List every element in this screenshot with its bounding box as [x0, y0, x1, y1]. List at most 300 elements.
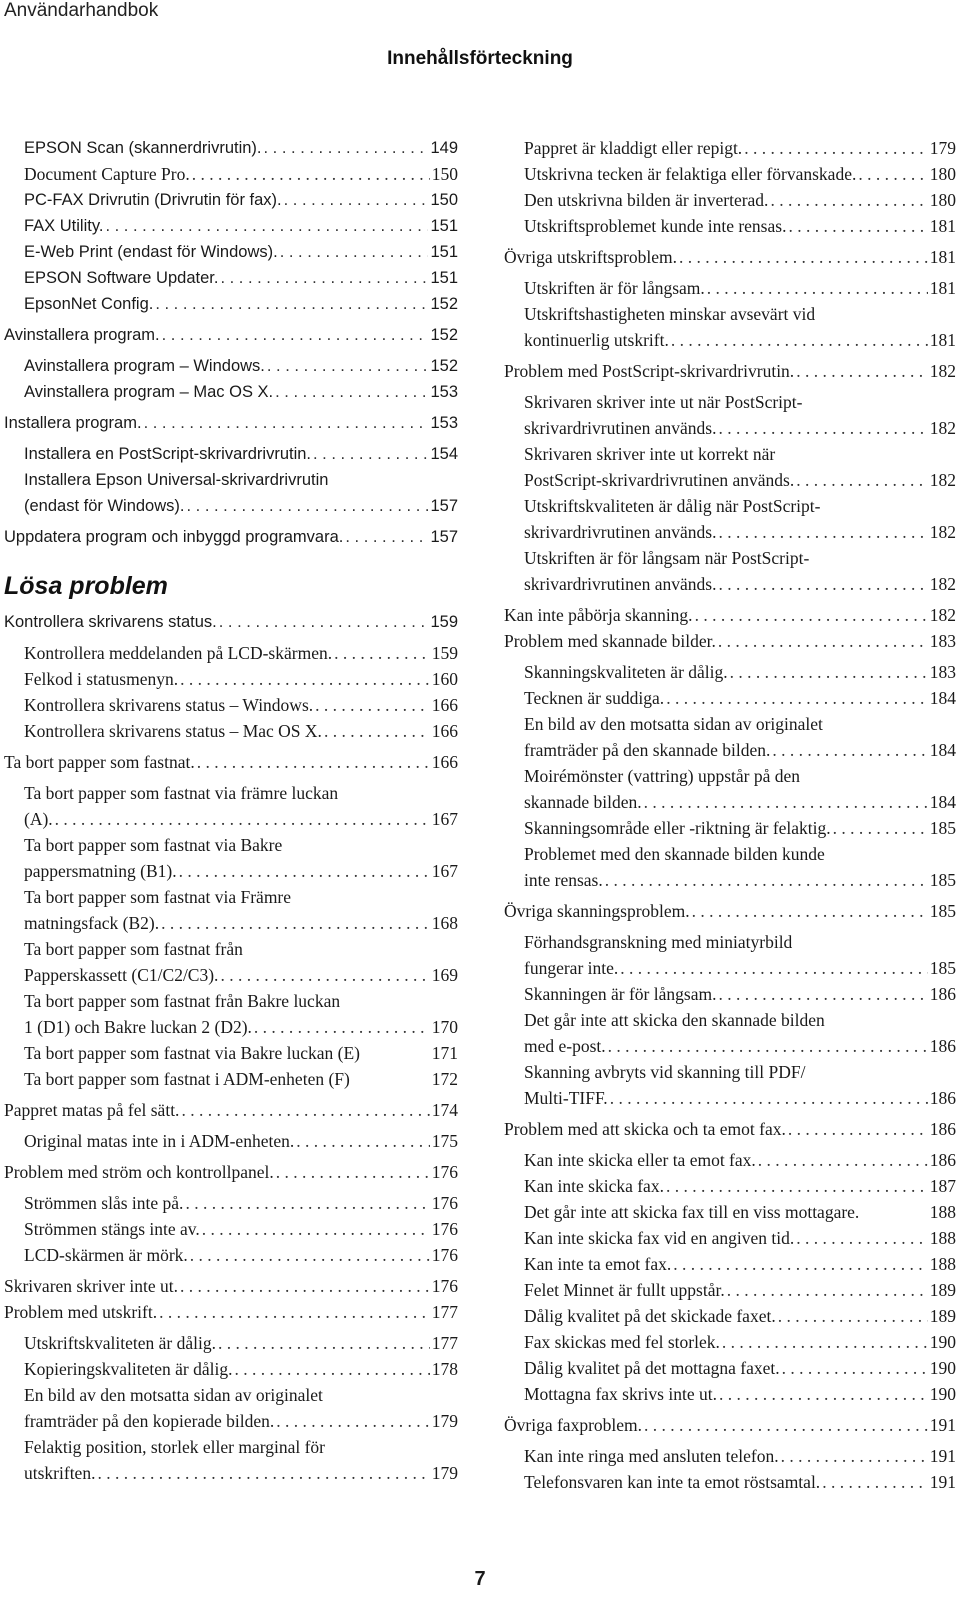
dot-leader — [159, 1299, 430, 1325]
toc-page-number: 153 — [430, 414, 458, 432]
toc-entry-sub[interactable] — [504, 1199, 956, 1225]
toc-entry-text: Fax skickas med fel storlek. — [524, 1332, 720, 1352]
toc-page-number: 190 — [929, 1332, 956, 1352]
toc-entry-sub[interactable] — [4, 1066, 458, 1092]
toc-page-number: 178 — [431, 1359, 458, 1379]
toc-entry-text: PC-FAX Drivrutin (Drivrutin för fax). — [24, 191, 282, 209]
toc-page-number: 185 — [929, 870, 956, 890]
toc-page-number: 182 — [929, 605, 956, 625]
toc-entry-text: Ta bort papper som fastnat via främre luckan — [24, 783, 339, 803]
toc-heading: Innehållsförteckning — [387, 48, 573, 69]
toc-entry-sub[interactable] — [504, 763, 956, 789]
dot-leader — [778, 1303, 928, 1329]
toc-page-number: 176 — [431, 1219, 458, 1239]
toc-page-number: 151 — [430, 217, 458, 235]
toc-page-number: 171 — [431, 1043, 458, 1063]
toc-entry-text: framträder på den skannade bilden. — [524, 740, 771, 760]
toc-entry-sub[interactable] — [4, 884, 458, 910]
dot-leader — [284, 187, 429, 213]
toc-page-number: 166 — [431, 752, 458, 772]
toc-entry-text: Pappret matas på fel sätt. — [4, 1100, 180, 1120]
toc-entry-text: utskriften. — [24, 1463, 96, 1483]
toc-entry-main[interactable] — [4, 1097, 458, 1123]
toc-entry-text: En bild av den motsatta sidan av originalet — [24, 1385, 323, 1405]
dot-leader — [833, 815, 928, 841]
toc-entry-sub[interactable] — [504, 327, 956, 353]
toc-entry-main[interactable] — [4, 749, 458, 775]
dot-leader — [220, 962, 429, 988]
toc-entry-text: FAX Utility. — [24, 217, 104, 235]
dot-leader — [155, 291, 428, 317]
toc-page-number: 152 — [430, 326, 458, 344]
toc-entry-sub[interactable] — [4, 353, 458, 379]
toc-entry-sub[interactable] — [504, 213, 956, 239]
toc-entry-text: Kan inte skicka fax vid en angiven tid. — [524, 1228, 795, 1248]
dot-leader — [644, 1412, 928, 1438]
toc-page-number: 169 — [431, 965, 458, 985]
dot-leader — [220, 265, 428, 291]
toc-entry-text: LCD-skärmen är mörk. — [24, 1245, 188, 1265]
toc-entry-sub[interactable] — [4, 718, 458, 744]
dot-leader — [218, 1330, 430, 1356]
toc-page-number: 167 — [431, 861, 458, 881]
toc-page-number: 177 — [431, 1333, 458, 1353]
section-heading: Lösa problem — [4, 572, 168, 600]
toc-entry-text: Kontrollera skrivarens status – Windows. — [24, 695, 314, 715]
toc-entry-text: Skrivaren skriver inte ut när PostScript- — [524, 392, 803, 412]
toc-entry-sub[interactable] — [504, 1469, 956, 1495]
toc-entry-sub[interactable] — [4, 936, 458, 962]
toc-entry-main[interactable] — [4, 410, 458, 436]
toc-page-number: 150 — [431, 164, 458, 184]
toc-page-number: 176 — [431, 1193, 458, 1213]
toc-entry-text: Kan inte ringa med ansluten telefon. — [524, 1446, 779, 1466]
dot-leader — [758, 1147, 928, 1173]
toc-entry-sub[interactable] — [4, 910, 458, 936]
toc-entry-sub[interactable] — [504, 1251, 956, 1277]
toc-entry-text: Kopieringskvaliteten är dålig. — [24, 1359, 233, 1379]
dot-leader — [673, 1251, 928, 1277]
toc-entry-sub[interactable] — [4, 161, 458, 187]
toc-entry-text: Multi-TIFF. — [524, 1088, 608, 1108]
toc-entry-sub[interactable] — [504, 867, 956, 893]
toc-page-number: 184 — [929, 688, 956, 708]
toc-page-number: 151 — [430, 269, 458, 287]
toc-entry-sub[interactable] — [4, 265, 458, 291]
toc-entry-sub[interactable] — [504, 659, 956, 685]
toc-entry-sub[interactable] — [504, 685, 956, 711]
toc-entry-text: skannade bilden. — [524, 792, 642, 812]
toc-entry-sub[interactable] — [504, 493, 956, 519]
dot-leader — [744, 135, 928, 161]
toc-entry-text: Papperskassett (C1/C2/C3). — [24, 965, 219, 985]
toc-entry-sub[interactable] — [4, 1242, 458, 1268]
toc-entry-sub[interactable] — [4, 1408, 458, 1434]
toc-entry-sub[interactable] — [4, 1330, 458, 1356]
toc-entry-sub[interactable] — [4, 692, 458, 718]
toc-entry-text: EpsonNet Config. — [24, 295, 154, 313]
dot-leader — [276, 1408, 430, 1434]
toc-entry-sub[interactable] — [4, 1434, 458, 1460]
toc-entry-text: Felkod i statusmenyn. — [24, 669, 179, 689]
toc-entry-sub[interactable] — [504, 1303, 956, 1329]
toc-page-number: 186 — [929, 1150, 956, 1170]
toc-entry-main[interactable] — [4, 1159, 458, 1185]
toc-entry-text: Övriga skanningsproblem. — [504, 901, 690, 921]
toc-entry-sub[interactable] — [504, 1173, 956, 1199]
toc-page-number: 183 — [929, 631, 956, 651]
dot-leader — [666, 685, 928, 711]
toc-entry-text: Document Capture Pro. — [24, 164, 190, 184]
dot-leader — [161, 910, 430, 936]
toc-page-number: 182 — [929, 418, 956, 438]
toc-entry-sub[interactable] — [4, 1216, 458, 1242]
dot-leader — [192, 161, 430, 187]
toc-page-number: 190 — [929, 1358, 956, 1378]
toc-page-number: 157 — [430, 497, 458, 515]
toc-entry-text: skrivardrivrutinen används. — [524, 418, 717, 438]
toc-entry-text: med e-post. — [524, 1036, 606, 1056]
toc-page-number: 191 — [929, 1472, 956, 1492]
dot-leader — [181, 1097, 429, 1123]
dot-leader — [858, 161, 927, 187]
dot-leader — [313, 441, 428, 467]
toc-page-number: 159 — [430, 613, 458, 631]
dot-leader — [264, 135, 429, 161]
dot-leader — [822, 1469, 928, 1495]
toc-entry-text: Problem med skannade bilder. — [504, 631, 716, 651]
toc-entry-main[interactable] — [504, 602, 956, 628]
toc-entry-sub[interactable] — [504, 1355, 956, 1381]
toc-entry-sub[interactable] — [504, 389, 956, 415]
toc-entry-sub[interactable] — [4, 379, 458, 405]
toc-page-number: 168 — [431, 913, 458, 933]
toc-entry-sub[interactable] — [4, 780, 458, 806]
toc-entry-sub[interactable] — [504, 161, 956, 187]
toc-entry-main[interactable] — [4, 609, 458, 635]
toc-entry-sub[interactable] — [504, 1059, 956, 1085]
toc-entry-sub[interactable] — [504, 1329, 956, 1355]
dot-leader — [345, 524, 428, 550]
toc-page-number: 179 — [431, 1411, 458, 1431]
toc-entry-text: Ta bort papper som fastnat från — [24, 939, 243, 959]
dot-leader — [324, 718, 430, 744]
toc-page-number: 188 — [929, 1254, 956, 1274]
toc-entry-main[interactable] — [504, 898, 956, 924]
toc-entry-main[interactable] — [504, 358, 956, 384]
toc-page-number: 180 — [929, 190, 956, 210]
toc-page-number: 187 — [929, 1176, 956, 1196]
toc-entry-sub[interactable] — [504, 815, 956, 841]
toc-page-number: 191 — [929, 1415, 956, 1435]
toc-entry-sub[interactable] — [504, 415, 956, 441]
toc-page-number: 186 — [929, 1036, 956, 1056]
dot-leader — [722, 1329, 928, 1355]
toc-entry-sub[interactable] — [504, 981, 956, 1007]
toc-entry-sub[interactable] — [4, 441, 458, 467]
toc-entry-text: Original matas inte in i ADM-enheten. — [24, 1131, 295, 1151]
toc-entry-sub[interactable] — [4, 1040, 458, 1066]
dot-leader — [275, 379, 428, 405]
toc-entry-sub[interactable] — [4, 666, 458, 692]
toc-entry-text: Avinstallera program – Mac OS X. — [24, 383, 274, 401]
toc-entry-text: Utskriftsproblemet kunde inte rensas. — [524, 216, 787, 236]
toc-entry-text: Övriga utskriftsproblem. — [504, 247, 678, 267]
toc-entry-text: framträder på den kopierade bilden. — [24, 1411, 275, 1431]
toc-left-column — [4, 135, 458, 1486]
toc-entry-sub[interactable] — [504, 467, 956, 493]
toc-entry-text: Avinstallera program. — [4, 326, 160, 344]
toc-page-number: 174 — [431, 1100, 458, 1120]
toc-page-number: 189 — [929, 1306, 956, 1326]
toc-entry-sub[interactable] — [4, 1356, 458, 1382]
toc-entry-text: Installera en PostScript-skrivardrivrutin. — [24, 445, 312, 463]
toc-entry-text: Felaktig position, storlek eller marginal för — [24, 1437, 326, 1457]
toc-entry-sub[interactable] — [504, 187, 956, 213]
toc-page-number: 177 — [431, 1302, 458, 1322]
dot-leader — [679, 244, 928, 270]
dot-leader — [718, 519, 927, 545]
toc-entry-sub[interactable] — [504, 711, 956, 737]
toc-entry-sub[interactable] — [504, 441, 956, 467]
toc-page-number: 157 — [430, 528, 458, 546]
toc-page-number: 185 — [929, 901, 956, 921]
toc-entry-sub[interactable] — [4, 806, 458, 832]
dot-leader — [610, 1085, 928, 1111]
toc-page-number: 150 — [430, 191, 458, 209]
toc-page-number: 172 — [431, 1069, 458, 1089]
toc-entry-main[interactable] — [504, 1412, 956, 1438]
dot-leader — [190, 1242, 430, 1268]
toc-page-number: 185 — [929, 958, 956, 978]
dot-leader — [620, 955, 927, 981]
toc-entry-sub[interactable] — [504, 737, 956, 763]
toc-entry-sub[interactable] — [504, 1277, 956, 1303]
toc-page-number: 183 — [929, 662, 956, 682]
toc-entry-sub[interactable] — [4, 640, 458, 666]
toc-entry-text: Ta bort papper som fastnat i ADM-enheten (F) — [24, 1069, 350, 1089]
toc-entry-main[interactable] — [504, 628, 956, 654]
toc-entry-text: Problem med PostScript-skrivardrivrutin. — [504, 361, 795, 381]
toc-page-number: 149 — [430, 139, 458, 157]
dot-leader — [782, 1355, 928, 1381]
toc-entry-sub[interactable] — [504, 1147, 956, 1173]
toc-page-number: 152 — [430, 357, 458, 375]
toc-entry-text: 1 (D1) och Bakre luckan 2 (D2). — [24, 1017, 252, 1037]
toc-page-number: 160 — [431, 669, 458, 689]
toc-entry-text: Den utskrivna bilden är inverterad. — [524, 190, 769, 210]
toc-entry-sub[interactable] — [504, 841, 956, 867]
toc-page-number: 190 — [929, 1384, 956, 1404]
toc-page-number: 176 — [431, 1162, 458, 1182]
toc-entry-text: Installera Epson Universal-skrivardrivrutin — [24, 471, 329, 489]
toc-entry-text: Telefonsvaren kan inte ta emot röstsamtal. — [524, 1472, 821, 1492]
dot-leader — [730, 659, 928, 685]
dot-leader — [334, 640, 430, 666]
toc-entry-text: pappersmatning (B1). — [24, 861, 177, 881]
toc-entry-sub[interactable] — [504, 135, 956, 161]
toc-entry-text: Skanningen är för långsam. — [524, 984, 717, 1004]
toc-entry-text: Strömmen slås inte på. — [24, 1193, 184, 1213]
toc-page-number: 166 — [431, 695, 458, 715]
toc-entry-sub[interactable] — [504, 1225, 956, 1251]
toc-entry-sub[interactable] — [4, 135, 458, 161]
toc-entry-text: inte rensas. — [524, 870, 603, 890]
dot-leader — [605, 867, 928, 893]
dot-leader — [197, 749, 430, 775]
toc-page-number: 181 — [929, 330, 956, 350]
toc-entry-sub[interactable] — [4, 962, 458, 988]
toc-entry-text: (A). — [24, 809, 53, 829]
toc-entry-sub[interactable] — [4, 1460, 458, 1486]
toc-entry-text: Kan inte skicka fax. — [524, 1176, 664, 1196]
toc-entry-text: Skanning avbryts vid skanning till PDF/ — [524, 1062, 806, 1082]
toc-entry-sub[interactable] — [4, 1382, 458, 1408]
toc-entry-text: Kan inte påbörja skanning. — [504, 605, 693, 625]
dot-leader — [796, 467, 928, 493]
toc-entry-text: Problem med att skicka och ta emot fax. — [504, 1119, 786, 1139]
toc-page-number: 152 — [430, 295, 458, 313]
toc-page-number: 179 — [929, 138, 956, 158]
toc-entry-sub[interactable] — [4, 187, 458, 213]
toc-entry-text: EPSON Software Updater. — [24, 269, 219, 287]
dot-leader — [162, 322, 429, 348]
toc-entry-text: Det går inte att skicka den skannade bilden — [524, 1010, 825, 1030]
toc-entry-sub[interactable] — [4, 1190, 458, 1216]
toc-entry-text: Problem med ström och kontrollpanel. — [4, 1162, 274, 1182]
toc-entry-text: Problem med utskrift. — [4, 1302, 158, 1322]
toc-entry-sub[interactable] — [504, 1007, 956, 1033]
dot-leader — [296, 1128, 430, 1154]
toc-list-left-bottom — [4, 609, 458, 1486]
toc-entry-sub[interactable] — [4, 1128, 458, 1154]
toc-page-number: 184 — [929, 792, 956, 812]
toc-entry-sub[interactable] — [4, 291, 458, 317]
dot-leader — [692, 898, 928, 924]
toc-page-number: 188 — [929, 1202, 956, 1222]
dot-leader — [666, 1173, 928, 1199]
toc-entry-text: fungerar inte. — [524, 958, 619, 978]
toc-entry-main[interactable] — [4, 322, 458, 348]
toc-entry-main[interactable] — [4, 1299, 458, 1325]
toc-page-number: 182 — [929, 361, 956, 381]
dot-leader — [727, 1277, 928, 1303]
toc-entry-sub[interactable] — [504, 519, 956, 545]
toc-entry-text: Kan inte skicka eller ta emot fax. — [524, 1150, 756, 1170]
toc-page-number: 186 — [929, 1119, 956, 1139]
toc-entry-text: Installera program. — [4, 414, 142, 432]
toc-entry-sub[interactable] — [4, 493, 458, 519]
toc-entry-text: En bild av den motsatta sidan av originalet — [524, 714, 823, 734]
dot-leader — [55, 806, 430, 832]
toc-entry-sub[interactable] — [504, 929, 956, 955]
toc-page-number: 151 — [430, 243, 458, 261]
toc-page-number: 182 — [929, 522, 956, 542]
toc-entry-sub[interactable] — [504, 1381, 956, 1407]
toc-entry-sub[interactable] — [504, 571, 956, 597]
toc-entry-text: PostScript-skrivardrivrutinen används. — [524, 470, 795, 490]
toc-page-number: 185 — [929, 818, 956, 838]
toc-entry-text: kontinuerlig utskrift. — [524, 330, 669, 350]
toc-entry-text: Förhandsgranskning med miniatyrbild — [524, 932, 793, 952]
toc-entry-text: Skanningskvaliteten är dålig. — [524, 662, 728, 682]
toc-entry-main[interactable] — [4, 524, 458, 550]
toc-entry-main[interactable] — [504, 1116, 956, 1142]
dot-leader — [671, 327, 928, 353]
toc-entry-main[interactable] — [504, 244, 956, 270]
toc-page-number: 186 — [929, 1088, 956, 1108]
toc-entry-sub[interactable] — [4, 858, 458, 884]
dot-leader — [644, 789, 928, 815]
toc-page-number: 167 — [431, 809, 458, 829]
dot-leader — [718, 628, 928, 654]
dot-leader — [788, 1116, 928, 1142]
toc-entry-text: Utskriftshastigheten minskar avsevärt vid — [524, 304, 816, 324]
toc-page-number: 182 — [929, 470, 956, 490]
toc-entry-sub[interactable] — [504, 545, 956, 571]
toc-entry-text: (endast för Windows). — [24, 497, 185, 515]
toc-entry-text: Moirémönster (vattring) uppstår på den — [524, 766, 801, 786]
toc-entry-sub[interactable] — [504, 275, 956, 301]
dot-leader — [772, 737, 927, 763]
toc-entry-text: Dålig kvalitet på det skickade faxet. — [524, 1306, 776, 1326]
toc-entry-sub[interactable] — [4, 1014, 458, 1040]
toc-entry-sub[interactable] — [504, 301, 956, 327]
toc-entry-sub[interactable] — [504, 1033, 956, 1059]
toc-entry-text: Dålig kvalitet på det mottagna faxet. — [524, 1358, 780, 1378]
toc-page-number: 191 — [929, 1446, 956, 1466]
toc-entry-sub[interactable] — [4, 239, 458, 265]
toc-entry-text: Felet Minnet är fullt uppstår. — [524, 1280, 725, 1300]
toc-entry-main[interactable] — [4, 1273, 458, 1299]
toc-entry-text: Ta bort papper som fastnat via Bakre — [24, 835, 283, 855]
dot-leader — [219, 609, 429, 635]
toc-entry-text: Ta bort papper som fastnat. — [4, 752, 195, 772]
toc-entry-text: Ta bort papper som fastnat från Bakre luckan — [24, 991, 341, 1011]
toc-page-number: 170 — [431, 1017, 458, 1037]
dot-leader — [718, 571, 927, 597]
toc-page-number: 175 — [431, 1131, 458, 1151]
toc-page-number: 159 — [431, 643, 458, 663]
toc-page-number: 176 — [431, 1245, 458, 1265]
toc-page-number: 179 — [431, 1463, 458, 1483]
toc-entry-sub[interactable] — [504, 1443, 956, 1469]
toc-entry-text: Skanningsområde eller -riktning är felaktig. — [524, 818, 831, 838]
toc-entry-sub[interactable] — [504, 1085, 956, 1111]
toc-entry-sub[interactable] — [4, 213, 458, 239]
toc-entry-sub[interactable] — [4, 467, 458, 493]
toc-right-column — [504, 135, 956, 1495]
toc-page-number: 166 — [431, 721, 458, 741]
toc-page-number: 181 — [929, 278, 956, 298]
dot-leader — [608, 1033, 928, 1059]
toc-entry-text: skrivardrivrutinen används. — [524, 574, 717, 594]
toc-page-number: 182 — [929, 574, 956, 594]
toc-entry-sub[interactable] — [4, 988, 458, 1014]
dot-leader — [234, 1356, 429, 1382]
toc-page-number: 176 — [431, 1276, 458, 1296]
toc-page-number: 188 — [929, 1228, 956, 1248]
dot-leader — [695, 602, 928, 628]
toc-entry-sub[interactable] — [504, 955, 956, 981]
dot-leader — [718, 415, 927, 441]
toc-entry-text: Utskrivna tecken är felaktiga eller förvanskade. — [524, 164, 857, 184]
manual-title: Användarhandbok — [4, 0, 159, 21]
toc-page-number: 180 — [929, 164, 956, 184]
toc-entry-sub[interactable] — [504, 789, 956, 815]
toc-entry-text: Tecknen är suddiga. — [524, 688, 665, 708]
toc-entry-sub[interactable] — [4, 832, 458, 858]
